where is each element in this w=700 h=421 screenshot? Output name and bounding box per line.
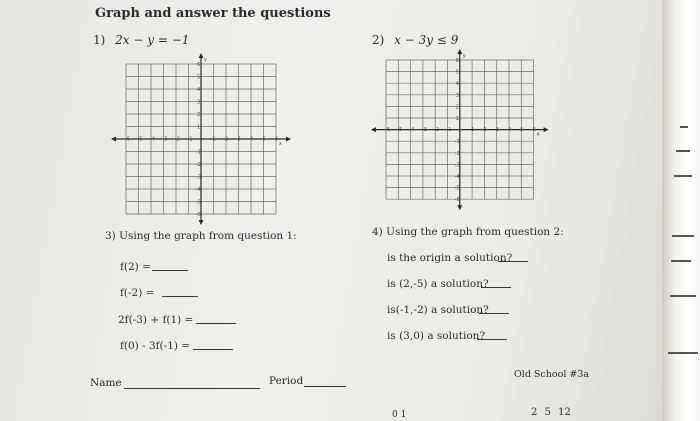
- question-4-item: is (2,-5) a solution?: [387, 278, 489, 290]
- x-tick-label: 4: [250, 136, 254, 143]
- problem-2-equation: x − 3y ≤ 9: [394, 33, 459, 47]
- question-3-item: f(2) =: [120, 261, 151, 273]
- y-tick-label: -2: [196, 162, 201, 168]
- y-tick-label: -1: [196, 149, 201, 156]
- arrow-up-icon: [457, 49, 462, 54]
- question-3-item: f(-2) =: [120, 287, 155, 299]
- name-label: Name: [90, 377, 122, 389]
- x-tick-label: -2: [175, 136, 180, 143]
- y-tick-label: 1: [455, 116, 459, 122]
- arrow-left-icon: [111, 137, 116, 142]
- question-4-item: is (3,0) a solution?: [387, 330, 486, 342]
- problem-1-equation: 2x − y = −1: [115, 33, 190, 47]
- y-tick-label: -2: [454, 150, 460, 157]
- x-tick-label: 2: [483, 127, 487, 134]
- arrow-left-icon: [371, 127, 376, 132]
- y-tick-label: 6: [197, 62, 201, 68]
- x-tick-label: -4: [150, 136, 155, 143]
- x-tick-label: 1: [212, 136, 216, 143]
- y-tick-label: 2: [197, 112, 201, 118]
- period-label: Period: [269, 375, 304, 387]
- x-axis-label: x: [279, 141, 282, 147]
- y-tick-label: -5: [196, 199, 201, 206]
- answer-blank[interactable]: [162, 296, 198, 297]
- y-tick-label: 3: [455, 92, 459, 99]
- x-tick-label: 2: [225, 136, 229, 143]
- x-axis-label: x: [536, 131, 540, 138]
- x-tick-label: -1: [187, 136, 193, 143]
- bottom-left-marks: 0 1: [392, 410, 407, 420]
- y-tick-label: -3: [454, 162, 460, 169]
- question-4-item: is the origin a solution?: [387, 252, 513, 264]
- graph-1-coordinate-grid: [110, 50, 280, 220]
- y-tick-label: 4: [197, 87, 201, 93]
- answer-blank[interactable]: [477, 339, 507, 340]
- answer-blank[interactable]: [152, 270, 188, 271]
- x-tick-label: -6: [385, 127, 390, 134]
- question-3-heading: 3) Using the graph from question 1:: [105, 230, 297, 242]
- y-tick-label: -1: [454, 139, 460, 146]
- x-tick-label: 4: [508, 127, 512, 134]
- y-tick-label: -4: [196, 187, 201, 193]
- x-tick-label: -5: [397, 127, 403, 134]
- x-tick-label: 5: [520, 127, 524, 134]
- x-tick-label: 5: [262, 136, 266, 143]
- question-3-item: f(0) - 3f(-1) =: [120, 340, 191, 352]
- x-tick-label: -2: [434, 127, 440, 134]
- x-tick-label: -3: [162, 136, 168, 143]
- y-tick-label: 2: [455, 104, 459, 111]
- x-tick-label: 6: [532, 127, 536, 134]
- x-tick-label: 3: [495, 127, 499, 134]
- y-tick-label: -6: [454, 197, 460, 204]
- x-tick-label: 3: [237, 136, 241, 143]
- y-tick-label: 5: [455, 69, 459, 76]
- y-axis-label: y: [204, 57, 207, 63]
- answer-blank[interactable]: [193, 349, 233, 350]
- worksheet-code: Old School #3a: [514, 369, 590, 380]
- question-3-item: 2f(-3) + f(1) =: [118, 314, 194, 326]
- answer-blank[interactable]: [196, 323, 236, 324]
- x-tick-label: -5: [137, 136, 143, 143]
- y-tick-label: 6: [455, 58, 459, 64]
- question-4-heading: 4) Using the graph from question 2:: [372, 226, 564, 238]
- x-tick-label: -6: [125, 136, 130, 143]
- y-tick-label: -3: [196, 174, 201, 181]
- problem-2: [372, 33, 458, 47]
- problem-1-number: 1): [93, 33, 106, 47]
- answer-blank[interactable]: [498, 261, 528, 262]
- answer-blank[interactable]: [481, 287, 511, 288]
- notebook-edge: [662, 0, 700, 421]
- page-title: Graph and answer the questions: [95, 6, 331, 21]
- x-tick-label: -1: [446, 127, 452, 134]
- y-tick-label: 4: [455, 81, 459, 88]
- y-tick-label: -5: [454, 185, 460, 192]
- y-tick-label: 5: [197, 74, 201, 81]
- x-tick-label: 6: [275, 136, 279, 143]
- arrow-up-icon: [199, 53, 204, 58]
- y-axis-label: y: [462, 53, 466, 59]
- x-tick-label: -3: [421, 127, 427, 134]
- y-tick-label: 3: [197, 99, 201, 106]
- graph-2-coordinate-grid: [372, 48, 542, 208]
- name-field-line[interactable]: [124, 388, 260, 389]
- bottom-right-marks: 2 5 12: [531, 407, 571, 418]
- period-field-line[interactable]: [304, 386, 346, 387]
- x-tick-label: 1: [471, 127, 475, 134]
- y-tick-label: -6: [196, 212, 201, 218]
- y-tick-label: -4: [454, 174, 460, 180]
- question-4-item: is(-1,-2) a solution?: [387, 304, 489, 316]
- y-tick-label: 1: [197, 124, 201, 131]
- problem-2-number: 2): [372, 33, 385, 47]
- problem-1: [93, 33, 189, 47]
- answer-blank[interactable]: [479, 313, 509, 314]
- x-tick-label: -4: [409, 127, 415, 134]
